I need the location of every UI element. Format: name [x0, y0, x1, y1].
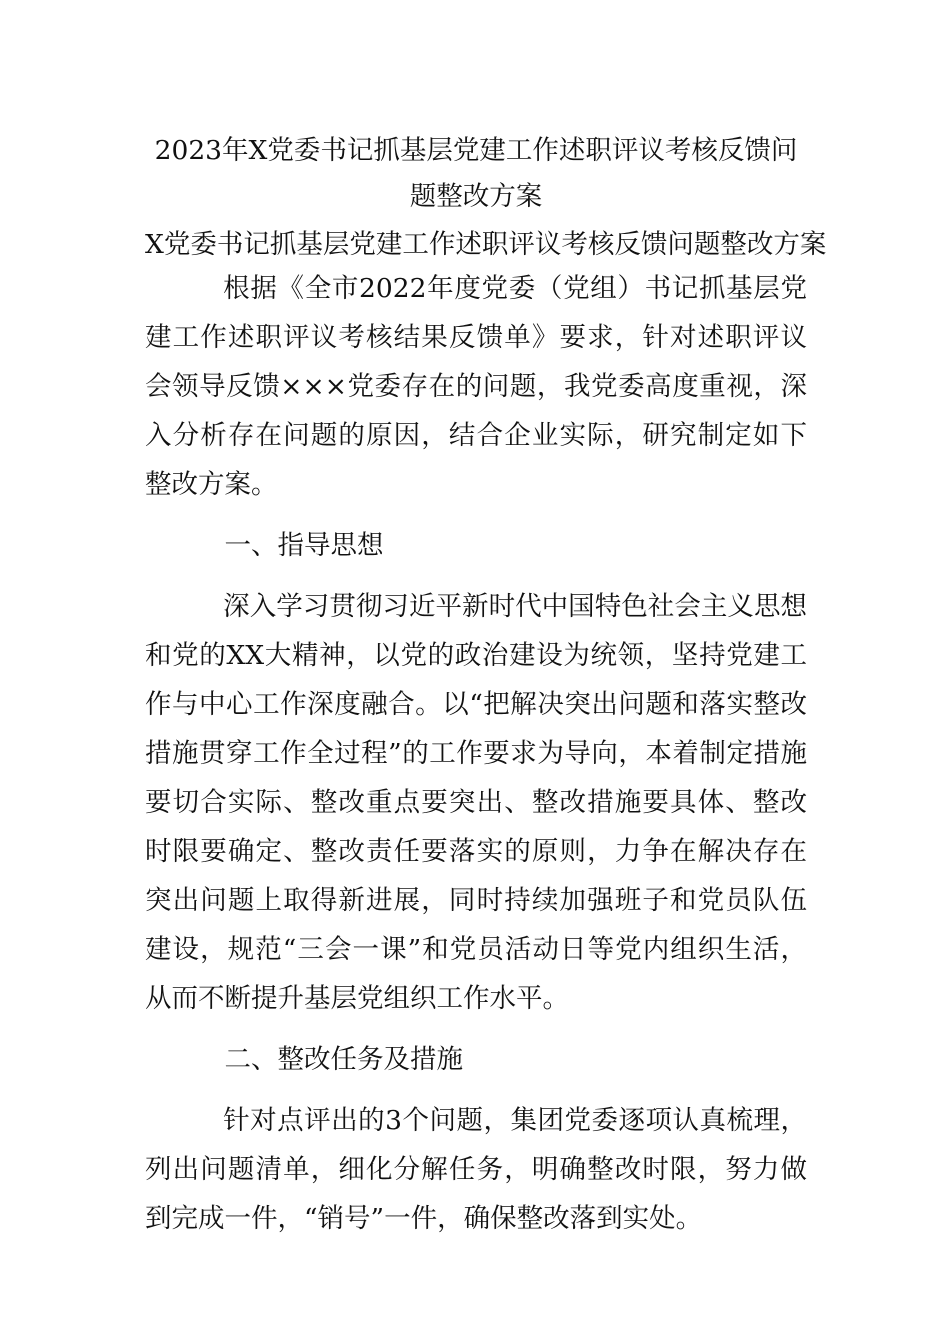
- document-subtitle: X党委书记抓基层党建工作述职评议考核反馈问题整改方案: [145, 229, 827, 260]
- section-paragraph-rectification-tasks: 针对点评出的3个问题，集团党委逐项认真梳理，列出问题清单，细化分解任务，明确整改时限，努力做到完成一件，“销号”一件，确保整改落到实处。: [145, 1105, 807, 1234]
- document-title: 2023年X党委书记抓基层党建工作述职评议考核反馈问题整改方案: [154, 135, 798, 212]
- section-paragraph-guiding-ideology: 深入学习贯彻习近平新时代中国特色社会主义思想和党的XX大精神，以党的政治建设为统领，坚持党建工作与中心工作深度融合。以“把解决突出问题和落实整改措施贯穿工作全过程”的工作要求为导向，本着制定措施要切合实际、整改重点要突出、整改措施要具体、整改时限要确定、整改责任要落实的原则，力争在解决存在突出问题上取得新进展，同时持续加强班子和党员队伍建设，规范“三会一课”和党员活动日等党内组织生活，从而不断提升基层党组织工作水平。: [145, 591, 807, 1014]
- document-page: [145, 128, 827, 1243]
- section-heading-rectification-tasks: 二、整改任务及措施: [224, 1044, 463, 1075]
- section-heading-guiding-ideology: 一、指导思想: [224, 530, 384, 561]
- intro-paragraph: 根据《全市2022年度党委（党组）书记抓基层党建工作述职评议考核结果反馈单》要求，针对述职评议会领导反馈×××党委存在的问题，我党委高度重视，深入分析存在问题的原因，结合企业实际，研究制定如下整改方案。: [145, 273, 807, 500]
